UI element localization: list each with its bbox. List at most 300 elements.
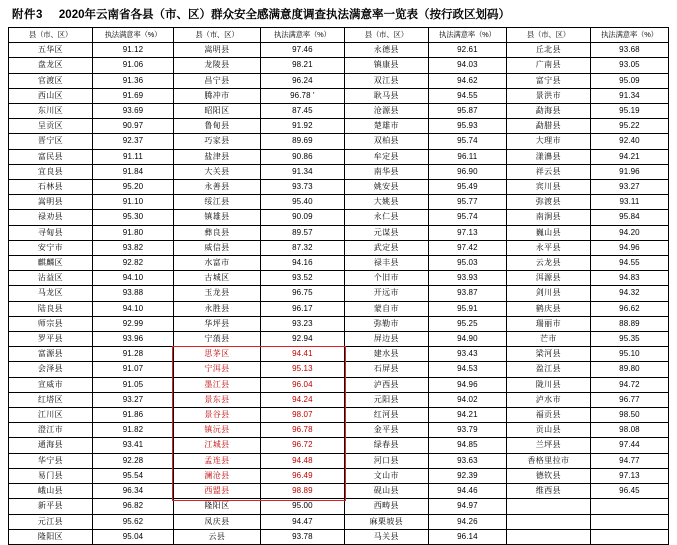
county-name-cell: 砚山县 bbox=[344, 484, 428, 499]
county-name-cell: 大理市 bbox=[506, 134, 590, 149]
county-name-cell: 双柏县 bbox=[344, 134, 428, 149]
county-name-cell: 晋宁区 bbox=[9, 134, 93, 149]
enforcement-rate-cell: 93.27 bbox=[590, 180, 668, 195]
enforcement-rate-cell: 94.24 bbox=[260, 392, 344, 407]
county-name-cell: 富宁县 bbox=[506, 73, 590, 88]
table-row bbox=[9, 453, 669, 468]
county-name-cell bbox=[506, 499, 590, 514]
county-name-cell: 麻栗坡县 bbox=[344, 514, 428, 529]
enforcement-rate-cell: 92.39 bbox=[428, 468, 506, 483]
county-name-cell: 思茅区 bbox=[173, 347, 260, 362]
enforcement-rate-cell: 93.79 bbox=[428, 423, 506, 438]
county-name-cell: 西山区 bbox=[9, 88, 93, 103]
enforcement-rate-cell: 91.80 bbox=[92, 225, 173, 240]
enforcement-rate-cell: 91.34 bbox=[590, 88, 668, 103]
county-name-cell: 南华县 bbox=[344, 164, 428, 179]
county-name-cell: 嵩明县 bbox=[173, 43, 260, 58]
table-row bbox=[9, 180, 669, 195]
enforcement-rate-cell: 98.21 bbox=[260, 58, 344, 73]
table-header-row bbox=[9, 28, 669, 43]
enforcement-rate-cell: 97.46 bbox=[260, 43, 344, 58]
county-name-cell: 西盟县 bbox=[173, 484, 260, 499]
enforcement-rate-cell: 94.10 bbox=[92, 301, 173, 316]
county-name-cell: 福贡县 bbox=[506, 408, 590, 423]
county-name-cell: 文山市 bbox=[344, 468, 428, 483]
table-row bbox=[9, 438, 669, 453]
county-name-cell: 江川区 bbox=[9, 408, 93, 423]
enforcement-rate-cell: 91.82 bbox=[92, 423, 173, 438]
county-name-cell: 马龙区 bbox=[9, 286, 93, 301]
county-name-cell: 昭阳区 bbox=[173, 104, 260, 119]
table-row bbox=[9, 134, 669, 149]
enforcement-rate-cell: 93.69 bbox=[92, 104, 173, 119]
county-name-cell: 鲁甸县 bbox=[173, 119, 260, 134]
county-name-cell: 双江县 bbox=[344, 73, 428, 88]
county-name-cell: 东川区 bbox=[9, 104, 93, 119]
enforcement-rate-cell: 94.47 bbox=[260, 514, 344, 529]
enforcement-rate-cell: 95.62 bbox=[92, 514, 173, 529]
enforcement-rate-cell: 94.21 bbox=[590, 149, 668, 164]
county-name-cell: 陆良县 bbox=[9, 301, 93, 316]
county-name-cell: 芒市 bbox=[506, 332, 590, 347]
county-name-cell: 景谷县 bbox=[173, 408, 260, 423]
enforcement-rate-cell: 92.82 bbox=[92, 256, 173, 271]
header-rate-3: 执法满意率（%） bbox=[428, 28, 506, 43]
county-name-cell: 富民县 bbox=[9, 149, 93, 164]
enforcement-rate-cell: 95.19 bbox=[590, 104, 668, 119]
county-name-cell: 永仁县 bbox=[344, 210, 428, 225]
enforcement-rate-cell: 91.06 bbox=[92, 58, 173, 73]
table-row bbox=[9, 529, 669, 544]
enforcement-rate-cell: 98.08 bbox=[590, 423, 668, 438]
county-name-cell: 玉龙县 bbox=[173, 286, 260, 301]
county-name-cell: 南涧县 bbox=[506, 210, 590, 225]
table-row bbox=[9, 301, 669, 316]
county-name-cell: 勐腊县 bbox=[506, 119, 590, 134]
enforcement-rate-cell: 96.75 bbox=[260, 286, 344, 301]
enforcement-rate-cell: 95.10 bbox=[590, 347, 668, 362]
enforcement-rate-cell: 93.52 bbox=[260, 271, 344, 286]
table-row bbox=[9, 271, 669, 286]
county-name-cell: 盘龙区 bbox=[9, 58, 93, 73]
enforcement-rate-cell: 93.96 bbox=[92, 332, 173, 347]
county-name-cell: 盐津县 bbox=[173, 149, 260, 164]
enforcement-rate-cell: 93.68 bbox=[590, 43, 668, 58]
table-row bbox=[9, 499, 669, 514]
enforcement-rate-cell: 94.16 bbox=[260, 256, 344, 271]
table-header bbox=[9, 28, 669, 43]
county-name-cell: 河口县 bbox=[344, 453, 428, 468]
county-name-cell: 巧家县 bbox=[173, 134, 260, 149]
enforcement-rate-cell: 96.04 bbox=[260, 377, 344, 392]
enforcement-rate-cell: 95.13 bbox=[260, 362, 344, 377]
enforcement-rate-cell: 95.77 bbox=[428, 195, 506, 210]
county-name-cell: 华坪县 bbox=[173, 316, 260, 331]
enforcement-rate-cell: 95.91 bbox=[428, 301, 506, 316]
county-name-cell: 会泽县 bbox=[9, 362, 93, 377]
county-name-cell: 大姚县 bbox=[344, 195, 428, 210]
county-name-cell: 剑川县 bbox=[506, 286, 590, 301]
header-county-1: 县（市、区） bbox=[9, 28, 93, 43]
table-row bbox=[9, 286, 669, 301]
enforcement-rate-cell: 95.03 bbox=[428, 256, 506, 271]
table-row bbox=[9, 58, 669, 73]
enforcement-rate-cell: 95.93 bbox=[428, 119, 506, 134]
enforcement-rate-cell: 89.80 bbox=[590, 362, 668, 377]
enforcement-rate-cell: 95.35 bbox=[590, 332, 668, 347]
county-name-cell: 洱源县 bbox=[506, 271, 590, 286]
enforcement-rate-cell: 91.10 bbox=[92, 195, 173, 210]
enforcement-rate-cell: 95.40 bbox=[260, 195, 344, 210]
enforcement-rate-cell: 91.36 bbox=[92, 73, 173, 88]
county-name-cell: 墨江县 bbox=[173, 377, 260, 392]
enforcement-rate-cell: 93.88 bbox=[92, 286, 173, 301]
enforcement-rate-cell: 90.97 bbox=[92, 119, 173, 134]
enforcement-rate-cell: 94.02 bbox=[428, 392, 506, 407]
enforcement-rate-cell: 94.90 bbox=[428, 332, 506, 347]
enforcement-rate-cell: 87.32 bbox=[260, 240, 344, 255]
table-row bbox=[9, 362, 669, 377]
county-name-cell: 绥江县 bbox=[173, 195, 260, 210]
enforcement-rate-cell: 93.63 bbox=[428, 453, 506, 468]
enforcement-rate-cell bbox=[590, 529, 668, 544]
enforcement-rate-cell: 95.22 bbox=[590, 119, 668, 134]
enforcement-rate-cell: 94.83 bbox=[590, 271, 668, 286]
county-name-cell: 盈江县 bbox=[506, 362, 590, 377]
county-name-cell: 个旧市 bbox=[344, 271, 428, 286]
enforcement-rate-cell: 89.57 bbox=[260, 225, 344, 240]
county-name-cell: 澜沧县 bbox=[173, 468, 260, 483]
county-name-cell: 元阳县 bbox=[344, 392, 428, 407]
enforcement-rate-cell: 95.54 bbox=[92, 468, 173, 483]
enforcement-rate-cell: 94.41 bbox=[260, 347, 344, 362]
county-name-cell: 鹤庆县 bbox=[506, 301, 590, 316]
enforcement-rate-cell: 98.89 bbox=[260, 484, 344, 499]
enforcement-rate-cell: 96.45 bbox=[590, 484, 668, 499]
county-name-cell: 元谋县 bbox=[344, 225, 428, 240]
county-name-cell: 彝良县 bbox=[173, 225, 260, 240]
enforcement-rate-cell: 96.82 bbox=[92, 499, 173, 514]
enforcement-rate-cell: 92.61 bbox=[428, 43, 506, 58]
table-row bbox=[9, 514, 669, 529]
county-name-cell: 石屏县 bbox=[344, 362, 428, 377]
enforcement-rate-cell: 96.11 bbox=[428, 149, 506, 164]
header-rate-1: 执法满意率（%） bbox=[92, 28, 173, 43]
county-name-cell: 金平县 bbox=[344, 423, 428, 438]
county-name-cell: 广南县 bbox=[506, 58, 590, 73]
enforcement-rate-cell: 94.20 bbox=[590, 225, 668, 240]
county-name-cell: 宁洱县 bbox=[173, 362, 260, 377]
enforcement-rate-cell: 95.87 bbox=[428, 104, 506, 119]
enforcement-rate-cell: 94.85 bbox=[428, 438, 506, 453]
county-name-cell: 凤庆县 bbox=[173, 514, 260, 529]
county-name-cell bbox=[506, 514, 590, 529]
enforcement-rate-cell: 89.69 bbox=[260, 134, 344, 149]
county-name-cell: 安宁市 bbox=[9, 240, 93, 255]
enforcement-rate-cell: 97.44 bbox=[590, 438, 668, 453]
table-row bbox=[9, 256, 669, 271]
enforcement-rate-cell: 91.84 bbox=[92, 164, 173, 179]
header-rate-2: 执法满意率（%） bbox=[260, 28, 344, 43]
enforcement-rate-cell: 95.00 bbox=[260, 499, 344, 514]
county-name-cell: 昌宁县 bbox=[173, 73, 260, 88]
county-name-cell: 景洪市 bbox=[506, 88, 590, 103]
county-name-cell: 马关县 bbox=[344, 529, 428, 544]
enforcement-rate-cell: 97.13 bbox=[428, 225, 506, 240]
county-name-cell: 沾益区 bbox=[9, 271, 93, 286]
county-name-cell: 香格里拉市 bbox=[506, 453, 590, 468]
enforcement-rate-cell: 96.14 bbox=[428, 529, 506, 544]
enforcement-rate-cell: 94.62 bbox=[428, 73, 506, 88]
enforcement-rate-cell: 93.78 bbox=[260, 529, 344, 544]
enforcement-rate-cell: 93.82 bbox=[92, 240, 173, 255]
table-row bbox=[9, 119, 669, 134]
county-name-cell: 耿马县 bbox=[344, 88, 428, 103]
county-name-cell: 丘北县 bbox=[506, 43, 590, 58]
enforcement-rate-cell: 94.53 bbox=[428, 362, 506, 377]
enforcement-rate-cell: 96.72 bbox=[260, 438, 344, 453]
county-name-cell: 威信县 bbox=[173, 240, 260, 255]
county-name-cell: 宣威市 bbox=[9, 377, 93, 392]
county-name-cell: 漾濞县 bbox=[506, 149, 590, 164]
document-title-row bbox=[8, 6, 669, 22]
table-row bbox=[9, 43, 669, 58]
county-name-cell: 富源县 bbox=[9, 347, 93, 362]
enforcement-rate-cell: 95.25 bbox=[428, 316, 506, 331]
enforcement-rate-cell: 91.28 bbox=[92, 347, 173, 362]
county-name-cell: 泸西县 bbox=[344, 377, 428, 392]
county-name-cell: 隆阳区 bbox=[9, 529, 93, 544]
county-name-cell: 蒙自市 bbox=[344, 301, 428, 316]
county-name-cell: 永胜县 bbox=[173, 301, 260, 316]
enforcement-rate-cell: 92.28 bbox=[92, 453, 173, 468]
table-body bbox=[9, 43, 669, 545]
table-row bbox=[9, 104, 669, 119]
enforcement-rate-cell: 87.45 bbox=[260, 104, 344, 119]
table-row bbox=[9, 484, 669, 499]
county-name-cell: 澄江市 bbox=[9, 423, 93, 438]
county-name-cell: 永德县 bbox=[344, 43, 428, 58]
header-rate-4: 执法满意率（%） bbox=[590, 28, 668, 43]
county-name-cell: 西畴县 bbox=[344, 499, 428, 514]
enforcement-rate-cell: 93.05 bbox=[590, 58, 668, 73]
enforcement-rate-cell: 91.69 bbox=[92, 88, 173, 103]
enforcement-rate-cell: 93.11 bbox=[590, 195, 668, 210]
county-name-cell: 陇川县 bbox=[506, 377, 590, 392]
enforcement-rate-cell: 95.84 bbox=[590, 210, 668, 225]
enforcement-rate-cell: 91.86 bbox=[92, 408, 173, 423]
enforcement-rate-cell: 90.09 bbox=[260, 210, 344, 225]
enforcement-rate-cell: 95.20 bbox=[92, 180, 173, 195]
enforcement-rate-cell: 96.77 bbox=[590, 392, 668, 407]
county-name-cell: 华宁县 bbox=[9, 453, 93, 468]
enforcement-rate-cell bbox=[590, 499, 668, 514]
county-name-cell: 梁河县 bbox=[506, 347, 590, 362]
enforcement-rate-cell: 90.86 bbox=[260, 149, 344, 164]
county-name-cell: 五华区 bbox=[9, 43, 93, 58]
table-row bbox=[9, 332, 669, 347]
county-name-cell: 红塔区 bbox=[9, 392, 93, 407]
county-name-cell: 云县 bbox=[173, 529, 260, 544]
county-name-cell: 水富市 bbox=[173, 256, 260, 271]
enforcement-rate-cell: 91.05 bbox=[92, 377, 173, 392]
county-name-cell: 峨山县 bbox=[9, 484, 93, 499]
county-name-cell: 勐海县 bbox=[506, 104, 590, 119]
county-name-cell: 牟定县 bbox=[344, 149, 428, 164]
county-name-cell: 易门县 bbox=[9, 468, 93, 483]
table-row bbox=[9, 392, 669, 407]
enforcement-rate-cell: 91.12 bbox=[92, 43, 173, 58]
enforcement-rate-cell: 94.96 bbox=[428, 377, 506, 392]
enforcement-rate-cell: 94.55 bbox=[590, 256, 668, 271]
county-name-cell: 姚安县 bbox=[344, 180, 428, 195]
enforcement-rate-cell: 96.34 bbox=[92, 484, 173, 499]
county-name-cell: 呈贡区 bbox=[9, 119, 93, 134]
county-name-cell: 禄丰县 bbox=[344, 256, 428, 271]
enforcement-rate-cell: 91.92 bbox=[260, 119, 344, 134]
county-name-cell: 孟连县 bbox=[173, 453, 260, 468]
county-name-cell: 绿春县 bbox=[344, 438, 428, 453]
county-name-cell: 德钦县 bbox=[506, 468, 590, 483]
county-name-cell: 宜良县 bbox=[9, 164, 93, 179]
county-name-cell: 麒麟区 bbox=[9, 256, 93, 271]
county-name-cell: 巍山县 bbox=[506, 225, 590, 240]
enforcement-rate-cell: 95.30 bbox=[92, 210, 173, 225]
table-row bbox=[9, 225, 669, 240]
enforcement-rate-cell: 94.10 bbox=[92, 271, 173, 286]
county-name-cell: 泸水市 bbox=[506, 392, 590, 407]
enforcement-rate-cell: 96.78 ' bbox=[260, 88, 344, 103]
county-name-cell: 红河县 bbox=[344, 408, 428, 423]
county-name-cell: 镇沅县 bbox=[173, 423, 260, 438]
table-row bbox=[9, 240, 669, 255]
enforcement-rate-cell: 93.93 bbox=[428, 271, 506, 286]
enforcement-rate-cell: 94.46 bbox=[428, 484, 506, 499]
county-name-cell: 龙陵县 bbox=[173, 58, 260, 73]
county-name-cell: 宁蒗县 bbox=[173, 332, 260, 347]
county-name-cell: 寻甸县 bbox=[9, 225, 93, 240]
table-row bbox=[9, 164, 669, 179]
county-name-cell: 沧源县 bbox=[344, 104, 428, 119]
enforcement-rate-cell: 91.34 bbox=[260, 164, 344, 179]
county-name-cell: 维西县 bbox=[506, 484, 590, 499]
enforcement-rate-cell: 91.96 bbox=[590, 164, 668, 179]
enforcement-rate-cell: 91.11 bbox=[92, 149, 173, 164]
enforcement-rate-cell: 98.07 bbox=[260, 408, 344, 423]
county-name-cell: 楚雄市 bbox=[344, 119, 428, 134]
enforcement-rate-cell: 94.96 bbox=[590, 240, 668, 255]
attachment-label: 附件3 bbox=[12, 9, 43, 21]
county-name-cell: 开远市 bbox=[344, 286, 428, 301]
county-name-cell: 永善县 bbox=[173, 180, 260, 195]
county-name-cell: 镇雄县 bbox=[173, 210, 260, 225]
enforcement-rate-cell: 93.73 bbox=[260, 180, 344, 195]
enforcement-rate-cell: 94.21 bbox=[428, 408, 506, 423]
county-name-cell: 永平县 bbox=[506, 240, 590, 255]
enforcement-rate-cell: 96.24 bbox=[260, 73, 344, 88]
table-row bbox=[9, 377, 669, 392]
county-name-cell: 弥勒市 bbox=[344, 316, 428, 331]
county-name-cell: 隆阳区 bbox=[173, 499, 260, 514]
header-county-3: 县（市、区） bbox=[344, 28, 428, 43]
enforcement-rate-cell: 96.62 bbox=[590, 301, 668, 316]
enforcement-rate-cell: 96.78 bbox=[260, 423, 344, 438]
county-name-cell: 兰坪县 bbox=[506, 438, 590, 453]
page-title: 2020年云南省各县（市、区）群众安全感满意度调查执法满意率一览表（按行政区划码） bbox=[58, 9, 510, 21]
enforcement-rate-cell: 94.77 bbox=[590, 453, 668, 468]
header-county-2: 县（市、区） bbox=[173, 28, 260, 43]
enforcement-rate-cell: 96.90 bbox=[428, 164, 506, 179]
county-name-cell bbox=[506, 529, 590, 544]
county-name-cell: 建水县 bbox=[344, 347, 428, 362]
county-name-cell: 云龙县 bbox=[506, 256, 590, 271]
enforcement-rate-cell: 93.43 bbox=[428, 347, 506, 362]
county-name-cell: 瑞丽市 bbox=[506, 316, 590, 331]
enforcement-rate-cell: 94.72 bbox=[590, 377, 668, 392]
county-name-cell: 石林县 bbox=[9, 180, 93, 195]
enforcement-rate-cell: 98.50 bbox=[590, 408, 668, 423]
enforcement-rate-cell: 94.97 bbox=[428, 499, 506, 514]
enforcement-rate-cell: 92.99 bbox=[92, 316, 173, 331]
county-name-cell: 通海县 bbox=[9, 438, 93, 453]
enforcement-rate-cell: 94.03 bbox=[428, 58, 506, 73]
table-row bbox=[9, 73, 669, 88]
header-county-4: 县（市、区） bbox=[506, 28, 590, 43]
enforcement-rate-cell: 95.09 bbox=[590, 73, 668, 88]
county-name-cell: 新平县 bbox=[9, 499, 93, 514]
county-name-cell: 祥云县 bbox=[506, 164, 590, 179]
table-row bbox=[9, 149, 669, 164]
county-name-cell: 禄劝县 bbox=[9, 210, 93, 225]
county-name-cell: 宾川县 bbox=[506, 180, 590, 195]
enforcement-rate-cell: 97.42 bbox=[428, 240, 506, 255]
county-name-cell: 贡山县 bbox=[506, 423, 590, 438]
enforcement-rate-cell: 94.32 bbox=[590, 286, 668, 301]
enforcement-rate-cell: 96.17 bbox=[260, 301, 344, 316]
county-name-cell: 景东县 bbox=[173, 392, 260, 407]
county-name-cell: 弥渡县 bbox=[506, 195, 590, 210]
enforcement-rate-cell: 93.23 bbox=[260, 316, 344, 331]
county-name-cell: 江城县 bbox=[173, 438, 260, 453]
enforcement-rate-cell: 94.48 bbox=[260, 453, 344, 468]
enforcement-rate-cell: 92.37 bbox=[92, 134, 173, 149]
enforcement-rate-cell: 92.40 bbox=[590, 134, 668, 149]
enforcement-rate-cell: 96.49 bbox=[260, 468, 344, 483]
county-name-cell: 腾冲市 bbox=[173, 88, 260, 103]
table-row bbox=[9, 88, 669, 103]
county-name-cell: 元江县 bbox=[9, 514, 93, 529]
table-row bbox=[9, 423, 669, 438]
enforcement-rate-cell: 97.13 bbox=[590, 468, 668, 483]
table-row bbox=[9, 408, 669, 423]
satisfaction-table bbox=[8, 27, 669, 545]
county-name-cell: 屏边县 bbox=[344, 332, 428, 347]
table-row bbox=[9, 347, 669, 362]
enforcement-rate-cell: 95.74 bbox=[428, 134, 506, 149]
county-name-cell: 镇康县 bbox=[344, 58, 428, 73]
enforcement-rate-cell: 93.27 bbox=[92, 392, 173, 407]
enforcement-rate-cell: 94.55 bbox=[428, 88, 506, 103]
table-row bbox=[9, 468, 669, 483]
county-name-cell: 官渡区 bbox=[9, 73, 93, 88]
table-row bbox=[9, 316, 669, 331]
enforcement-rate-cell: 95.04 bbox=[92, 529, 173, 544]
enforcement-rate-cell: 95.74 bbox=[428, 210, 506, 225]
enforcement-rate-cell: 94.26 bbox=[428, 514, 506, 529]
enforcement-rate-cell: 91.07 bbox=[92, 362, 173, 377]
enforcement-rate-cell: 93.87 bbox=[428, 286, 506, 301]
table-row bbox=[9, 195, 669, 210]
